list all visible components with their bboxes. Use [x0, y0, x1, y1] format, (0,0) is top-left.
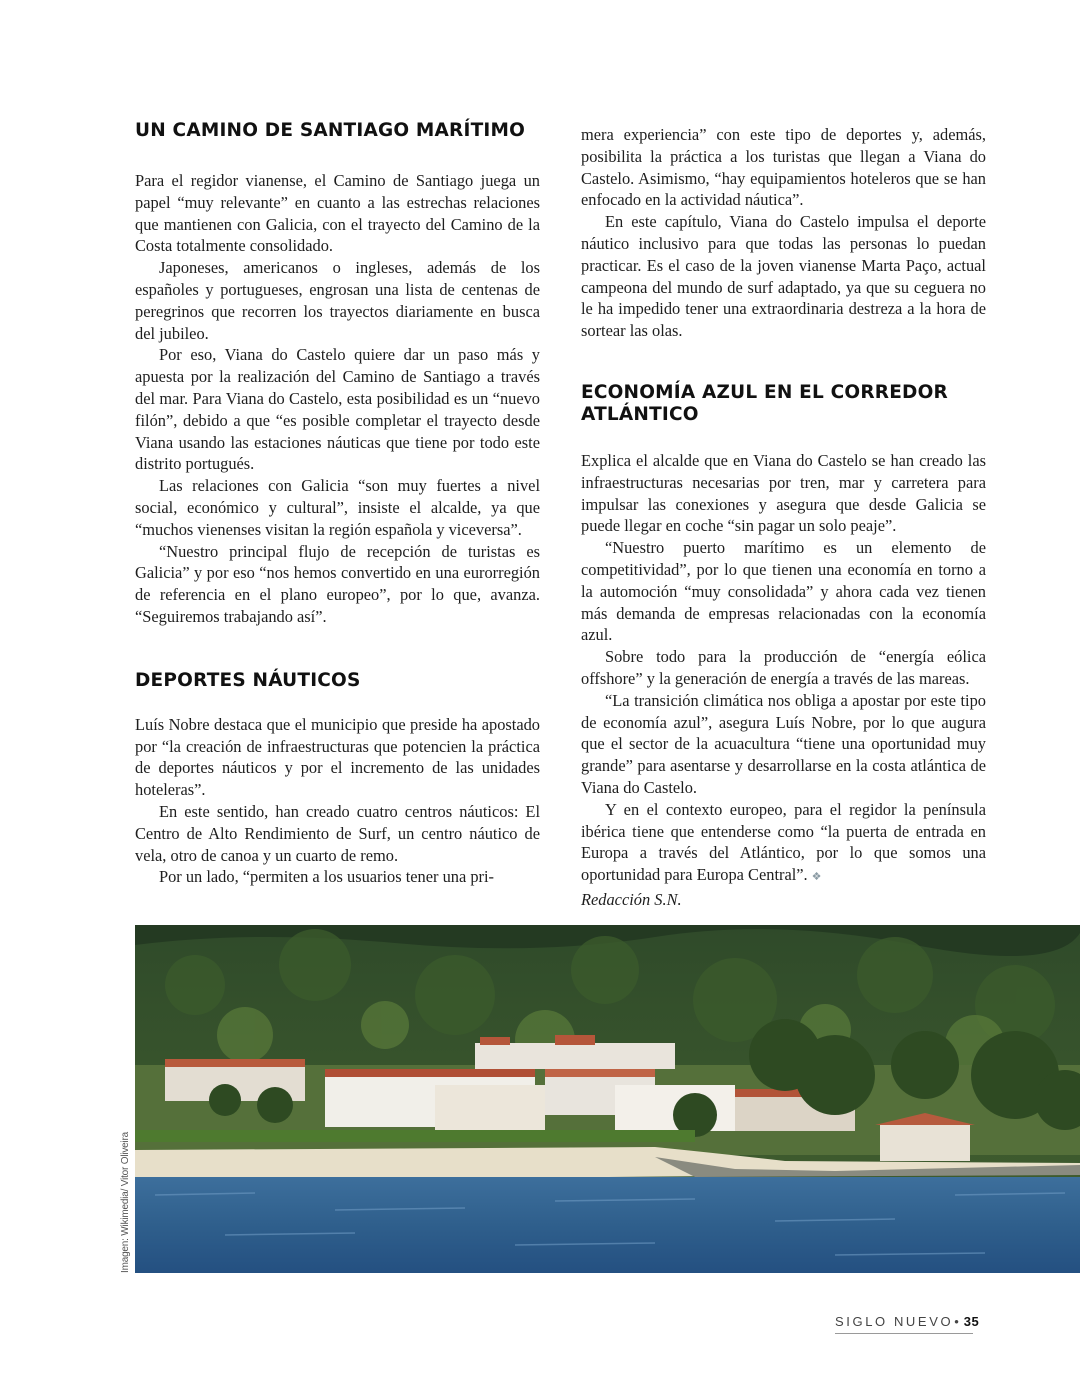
- end-mark-icon: ❖: [811, 871, 822, 884]
- footer-separator: •: [954, 1314, 959, 1329]
- paragraph: Para el regidor vianense, el Camino de Santiago juega un papel “muy relevante” en cuanto a las estrechas relaciones que mantienen con Galicia, con el trayecto del Camino de la Costa totalmente consolidado.: [135, 171, 540, 256]
- page-number: 35: [963, 1314, 980, 1329]
- photo-credit: Imagen: Wikimedia/ Vitor Oliveira: [120, 1131, 131, 1273]
- right-column: [581, 124, 986, 911]
- paragraph: En este sentido, han creado cuatro centros náuticos: El Centro de Alto Rendimiento de Surf, un centro náutico de vela, otro de canoa y un cuarto de remo.: [135, 801, 540, 865]
- paragraph: mera experiencia” con este tipo de deportes y, además, posibilita la práctica a los turistas que llegan a Viana do Castelo. Asimismo, “hay equipamientos hoteleros que se han enfocado en la actividad náutica”.: [581, 125, 986, 210]
- heading-camino-maritimo: UN CAMINO DE SANTIAGO MARÍTIMO: [135, 120, 526, 141]
- paragraph: “La transición climática nos obliga a apostar por este tipo de economía azul”, asegura Luís Nobre, por lo que augura que el sector de la acuacultura “tiene una oportunidad muy grande” para asentarse y desarrollarse en la costa atlántica de Viana do Castelo.: [581, 690, 986, 797]
- paragraph: Por un lado, “permiten a los usuarios tener una pri-: [159, 867, 495, 887]
- paragraph: Explica el alcalde que en Viana do Castelo se han creado las infraestructuras necesarias por tren, mar y carretera para impulsar las conexiones y asegura que desde Galicia se puede llegar en coche “sin pagar un solo peaje”.: [581, 450, 986, 536]
- paragraph: Las relaciones con Galicia “son muy fuertes a nivel social, económico y cultural”, insiste el alcalde, ya que “muchos vienenses visitan la región española y viceversa”.: [135, 476, 540, 539]
- paragraph: Luís Nobre destaca que el municipio que preside ha apostado por “la creación de infraestructuras que potencien la práctica de deportes náuticos y por el incremento de las unidades hoteleras”.: [135, 714, 540, 800]
- author-signature: Redacción S.N.: [581, 889, 682, 909]
- magazine-name: SIGLO NUEVO: [835, 1314, 954, 1329]
- heading-deportes-nauticos: DEPORTES NÁUTICOS: [135, 669, 361, 691]
- closing-text: Y en el contexto europeo, para el regidor la península ibérica tiene que entenderse como “la puerta de entrada en Europa a través del Atlántico, por lo que somos una oportunidad para Europa Central”.: [581, 799, 986, 885]
- paragraph: “Nuestro puerto marítimo es un elemento de competitividad”, por lo que tienen una economía en torno a la automoción “muy consolidada” y ahora cada vez tienen más demanda de empresas relacionadas con la economía azul.: [581, 538, 986, 645]
- paragraph: En este capítulo, Viana do Castelo impulsa el deporte náutico inclusivo para que todas las personas lo puedan practicar. Es el caso de la joven vianense Marta Paço, actual campeona del mundo de surf adaptado, ya que su ceguera no le ha impedido tener una extraordinaria destreza a la hora de sortear las olas.: [581, 212, 986, 341]
- paragraph: Por eso, Viana do Castelo quiere dar un paso más y apuesta por la realización del Camino de Santiago a través del mar. Para Viana do Castelo, esta posibilidad es un “nuevo filón”, debido a que “es posible completar el trayecto desde Viana usando las estaciones náuticas que tiene por todo este distrito portugués.: [135, 345, 540, 474]
- left-column: [135, 120, 540, 888]
- paragraph: Japoneses, americanos o ingleses, además de los españoles y portugueses, engrosan una lista de centenas de peregrinos que recorren los trayectos diariamente en busca del jubileo.: [135, 258, 540, 343]
- paragraph: “Nuestro principal flujo de recepción de turistas es Galicia” y por eso “nos hemos convertido en una eurorregión de referencia en el plano europeo”, por lo que, avanza. “Seguiremos trabajando así”.: [135, 541, 540, 626]
- coastal-town-photo: [135, 925, 1080, 1273]
- page-footer: [835, 1314, 980, 1334]
- heading-economia-azul: ECONOMÍA AZUL EN EL CORREDOR ATLÁNTICO: [581, 381, 948, 425]
- paragraph: Sobre todo para la producción de “energía eólica offshore” y la generación de energía a través de las mareas.: [581, 647, 986, 688]
- paragraph: [581, 799, 986, 889]
